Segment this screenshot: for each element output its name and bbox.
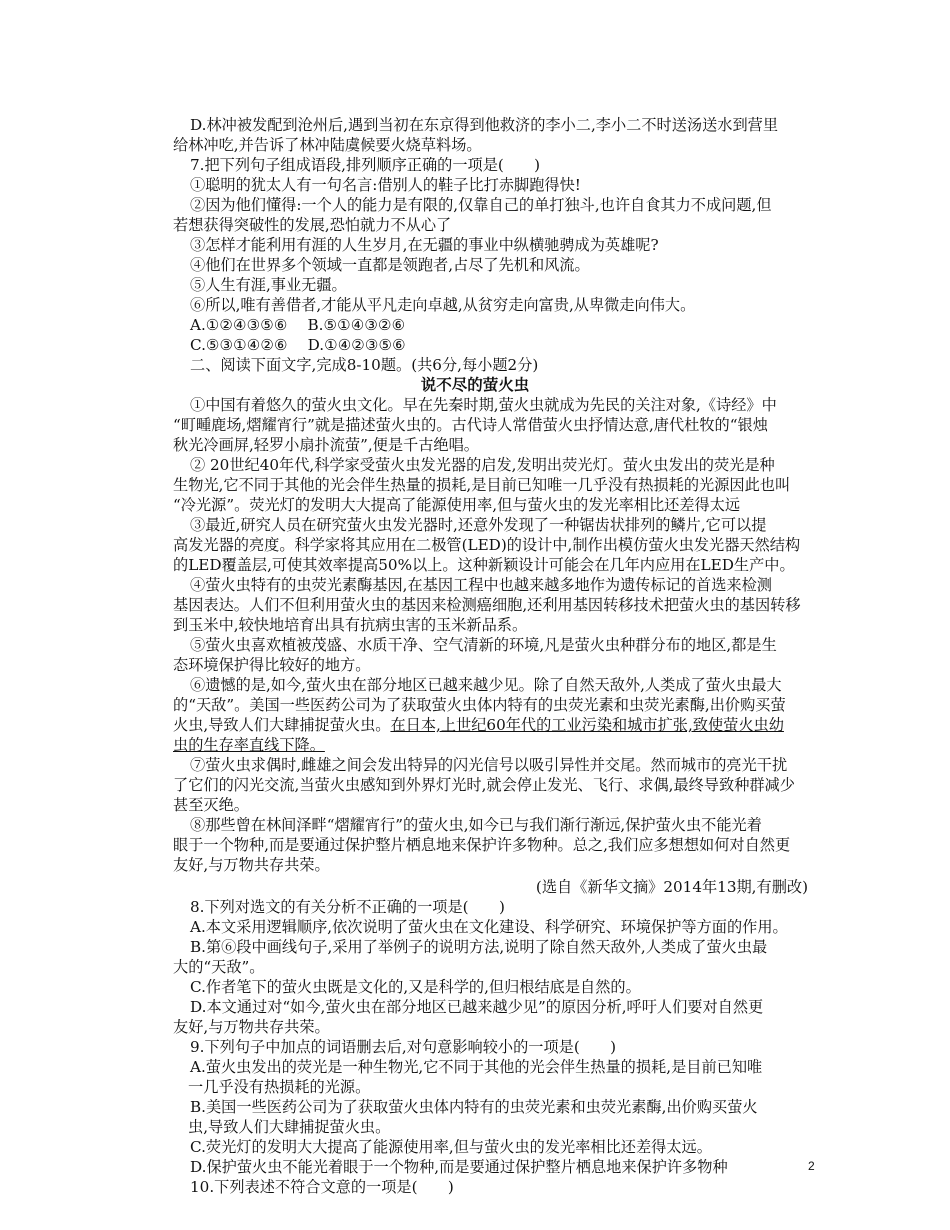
para-6-line-1: ⑥遗憾的是,如今,萤火虫在部分地区已越来越少见。除了自然天敌外,人类成了萤火虫最大 [190,676,782,694]
para-4-line-1: ④萤火虫特有的虫荧光素酶基因,在基因工程中也越来越多地作为遗传标记的首选来检测 [190,576,772,594]
question-10: 10.下列表述不符合文意的一项是( ) [190,1178,454,1196]
underlined-sentence-part-2: 虫的生存率直线下降。 [173,736,325,754]
q8-option-a: A.本文采用逻辑顺序,依次说明了萤火虫在文化建设、科学研究、环境保护等方面的作用。 [190,918,788,936]
choices-ab: A.①②④③⑤⑥ B.⑤①④③②⑥ [190,316,406,334]
para-4-line-3: 到玉米中,较快地培育出具有抗病虫害的玉米新品系。 [173,616,528,634]
para-7-line-3: 甚至灭绝。 [173,796,249,814]
para-1-line-3: 秋光冷画屏,轻罗小扇扑流萤”,便是千古绝唱。 [173,436,479,454]
q8-option-c: C.作者笔下的萤火虫既是文化的,又是科学的,但归根结底是自然的。 [190,978,641,996]
q8-option-d-line-1: D.本文通过对“如今,萤火虫在部分地区已越来越少见”的原因分析,呼吁人们要对自然更 [190,998,764,1016]
source-citation: (选自《新华文摘》2014年13期,有删改) [535,878,808,896]
option-d-line-2: 给林冲吃,并告诉了林冲陆虞候要火烧草料场。 [173,136,482,154]
para-6-text: 火虫,导致人们大肆捕捉萤火虫。 [173,716,391,734]
para-5-line-2: 态环境保护得比较好的地方。 [173,656,371,674]
q9-option-a-line-1: A.萤火虫发出的荧光是一种生物光,它不同于其他的光会伴生热量的损耗,是目前已知唯 [190,1058,763,1076]
question-9: 9.下列句子中加点的词语删去后,对句意影响较小的一项是( ) [190,1038,617,1056]
sentence-1: ①聪明的犹太人有一句名言:借别人的鞋子比打赤脚跑得快! [190,176,581,194]
choices-cd: C.⑤③①④②⑥ D.①④②③⑤⑥ [190,336,406,354]
q8-option-b-line-1: B.第⑥段中画线句子,采用了举例子的说明方法,说明了除自然天敌外,人类成了萤火虫最 [190,938,768,956]
para-6-line-3 [173,715,784,735]
sentence-4: ④他们在世界多个领域一直都是领跑者,占尽了先机和风流。 [190,256,590,274]
para-6-line-2: 的“天敌”。美国一些医药公司为了获取萤火虫体内特有的虫荧光素和虫荧光素酶,出价购买萤 [173,696,786,714]
article-title: 说不尽的萤火虫 [420,375,530,394]
sentence-3: ③怎样才能利用有涯的人生岁月,在无疆的事业中纵横驰骋成为英雄呢? [190,236,659,254]
q8-option-b-line-2: 大的“天敌”。 [173,958,265,976]
q9-option-a-line-2: 一几乎没有热损耗的光源。 [188,1078,371,1096]
para-2-line-2: 生物光,它不同于其他的光会伴生热量的损耗,是目前已知唯一几乎没有热损耗的光源因此也叫 [173,476,791,494]
para-1-line-2: “町畽鹿场,熠耀宵行”就是描述萤火虫的。古代诗人常借萤火虫抒情达意,唐代杜牧的“银烛 [173,416,768,434]
underlined-sentence-part-1: 在日本,上世纪60年代的工业污染和城市扩张,致使萤火虫幼 [390,716,784,734]
q9-option-d: D.保护萤火虫不能光着眼于一个物种,而是要通过保护整片栖息地来保护许多物种 [190,1158,728,1176]
q9-option-b-line-1: B.美国一些医药公司为了获取萤火虫体内特有的虫荧光素和虫荧光素酶,出价购买萤火 [190,1098,758,1116]
para-2-line-1: ② 20世纪40年代,科学家受萤火虫发光器的启发,发明出荧光灯。萤火虫发出的荧光是种 [190,456,775,474]
para-7-line-2: 了它们的闪光交流,当萤火虫感知到外界灯光时,就会停止发光、飞行、求偶,最终导致种群减少 [173,776,795,794]
para-5-line-1: ⑤萤火虫喜欢植被茂盛、水质干净、空气清新的环境,凡是萤火虫种群分布的地区,都是生 [190,636,777,654]
sentence-6: ⑥所以,唯有善借者,才能从平凡走向卓越,从贫穷走向富贵,从卑微走向伟大。 [190,296,696,314]
option-d-line-1: D.林冲被发配到沧州后,遇到当初在东京得到他救济的李小二,李小二不时送汤送水到营里 [190,116,779,134]
para-8-line-1: ⑧那些曾在林间泽畔“熠耀宵行”的萤火虫,如今已与我们渐行渐远,保护萤火虫不能光着 [190,816,762,834]
q9-option-b-line-2: 虫,导致人们大肆捕捉萤火虫。 [188,1118,391,1136]
question-7: 7.把下列句子组成语段,排列顺序正确的一项是( ) [190,156,541,174]
para-8-line-3: 友好,与万物共存共荣。 [173,856,330,874]
q9-option-c: C.荧光灯的发明大大提高了能源使用率,但与萤火虫的发光率相比还差得太远。 [190,1138,712,1156]
para-3-line-3: 的LED覆盖层,可使其效率提高50%以上。这种新颖设计可能会在几年内应用在LED生产中。 [173,556,795,574]
para-3-line-2: 高发光器的亮度。科学家将其应用在二极管(LED)的设计中,制作出模仿萤火虫发光器天然结构 [173,536,801,554]
sentence-2-line-2: 若想获得突破性的发展,恐怕就力不从心了 [173,216,452,234]
page-number: 2 [808,1159,815,1173]
para-2-line-3: “冷光源”。荧光灯的发明大大提高了能源使用率,但与萤火虫的发光率相比还差得太远 [173,496,741,514]
para-3-line-1: ③最近,研究人员在研究萤火虫发光器时,还意外发现了一种锯齿状排列的鳞片,它可以提 [190,516,767,534]
sentence-2-line-1: ②因为他们懂得:一个人的能力是有限的,仅靠自己的单打独斗,也许自食其力不成问题,但 [190,196,772,214]
para-7-line-1: ⑦萤火虫求偶时,雌雄之间会发出特异的闪光信号以吸引异性并交尾。然而城市的亮光干扰 [190,756,788,774]
para-4-line-2: 基因表达。人们不但利用萤火虫的基因来检测癌细胞,还利用基因转移技术把萤火虫的基因转移 [173,596,801,614]
para-8-line-2: 眼于一个物种,而是要通过保护整片栖息地来保护许多物种。总之,我们应多想想如何对自然更 [173,836,791,854]
sentence-5: ⑤人生有涯,事业无疆。 [190,276,347,294]
question-8: 8.下列对选文的有关分析不正确的一项是( ) [190,898,505,916]
q8-option-d-line-2: 友好,与万物共存共荣。 [173,1018,330,1036]
section-2-heading: 二、阅读下面文字,完成8-10题。(共6分,每小题2分) [190,356,539,374]
para-1-line-1: ①中国有着悠久的萤火虫文化。早在先秦时期,萤火虫就成为先民的关注对象,《诗经》中 [190,396,777,414]
